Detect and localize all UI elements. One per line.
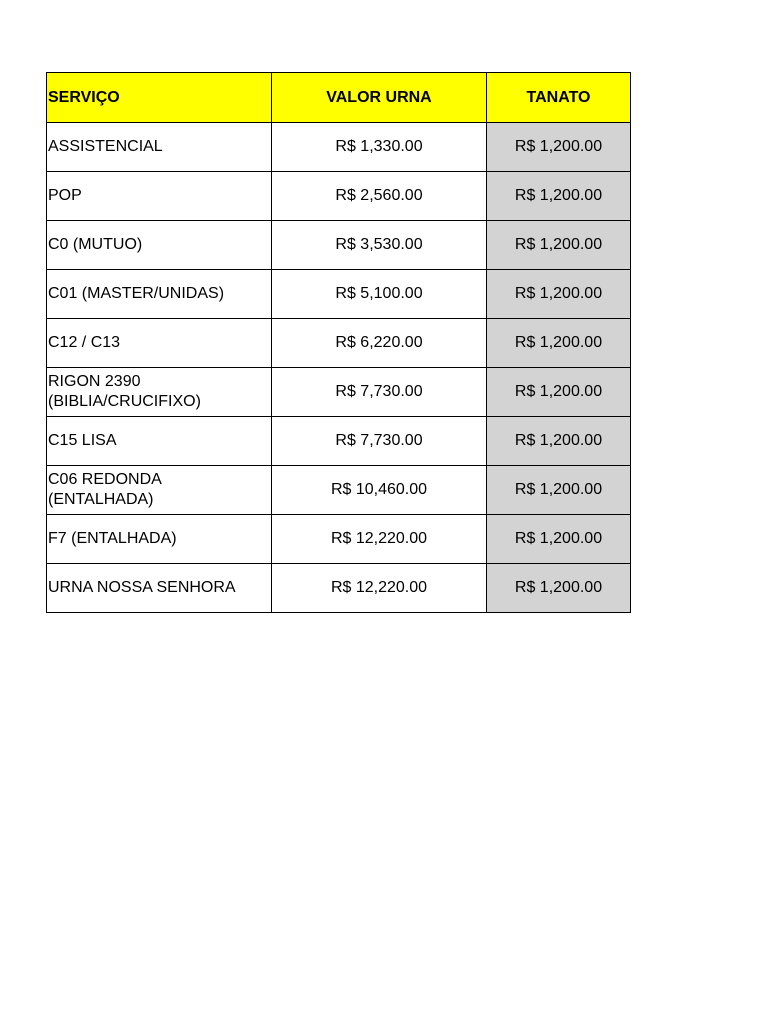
table-row [47, 417, 631, 466]
table-row [47, 172, 631, 221]
price-table [46, 72, 631, 613]
table-row [47, 123, 631, 172]
valor-urna-cell: R$ 6,220.00 [272, 319, 487, 368]
table-row [47, 368, 631, 417]
header-servico: SERVIÇO [47, 73, 272, 123]
servico-cell: POP [47, 172, 272, 221]
tanato-cell: R$ 1,200.00 [487, 466, 631, 515]
table-row [47, 319, 631, 368]
table-row [47, 515, 631, 564]
tanato-cell: R$ 1,200.00 [487, 123, 631, 172]
tanato-cell: R$ 1,200.00 [487, 564, 631, 613]
servico-cell: C01 (MASTER/UNIDAS) [47, 270, 272, 319]
tanato-cell: R$ 1,200.00 [487, 515, 631, 564]
spreadsheet-page [46, 72, 631, 613]
tanato-cell: R$ 1,200.00 [487, 221, 631, 270]
header-valor-urna: VALOR URNA [272, 73, 487, 123]
servico-cell: C12 / C13 [47, 319, 272, 368]
servico-cell: F7 (ENTALHADA) [47, 515, 272, 564]
servico-cell: URNA NOSSA SENHORA [47, 564, 272, 613]
tanato-cell: R$ 1,200.00 [487, 417, 631, 466]
valor-urna-cell: R$ 7,730.00 [272, 368, 487, 417]
valor-urna-cell: R$ 7,730.00 [272, 417, 487, 466]
valor-urna-cell: R$ 1,330.00 [272, 123, 487, 172]
tanato-cell: R$ 1,200.00 [487, 368, 631, 417]
valor-urna-cell: R$ 3,530.00 [272, 221, 487, 270]
servico-cell: C15 LISA [47, 417, 272, 466]
table-row [47, 564, 631, 613]
valor-urna-cell: R$ 10,460.00 [272, 466, 487, 515]
valor-urna-cell: R$ 5,100.00 [272, 270, 487, 319]
valor-urna-cell: R$ 12,220.00 [272, 564, 487, 613]
valor-urna-cell: R$ 12,220.00 [272, 515, 487, 564]
valor-urna-cell: R$ 2,560.00 [272, 172, 487, 221]
tanato-cell: R$ 1,200.00 [487, 319, 631, 368]
table-header-row [47, 73, 631, 123]
servico-cell: C06 REDONDA (ENTALHADA) [47, 466, 272, 515]
servico-cell: RIGON 2390 (BIBLIA/CRUCIFIXO) [47, 368, 272, 417]
servico-cell: C0 (MUTUO) [47, 221, 272, 270]
table-row [47, 270, 631, 319]
tanato-cell: R$ 1,200.00 [487, 172, 631, 221]
table-row [47, 221, 631, 270]
tanato-cell: R$ 1,200.00 [487, 270, 631, 319]
header-tanato: TANATO [487, 73, 631, 123]
table-row [47, 466, 631, 515]
servico-cell: ASSISTENCIAL [47, 123, 272, 172]
